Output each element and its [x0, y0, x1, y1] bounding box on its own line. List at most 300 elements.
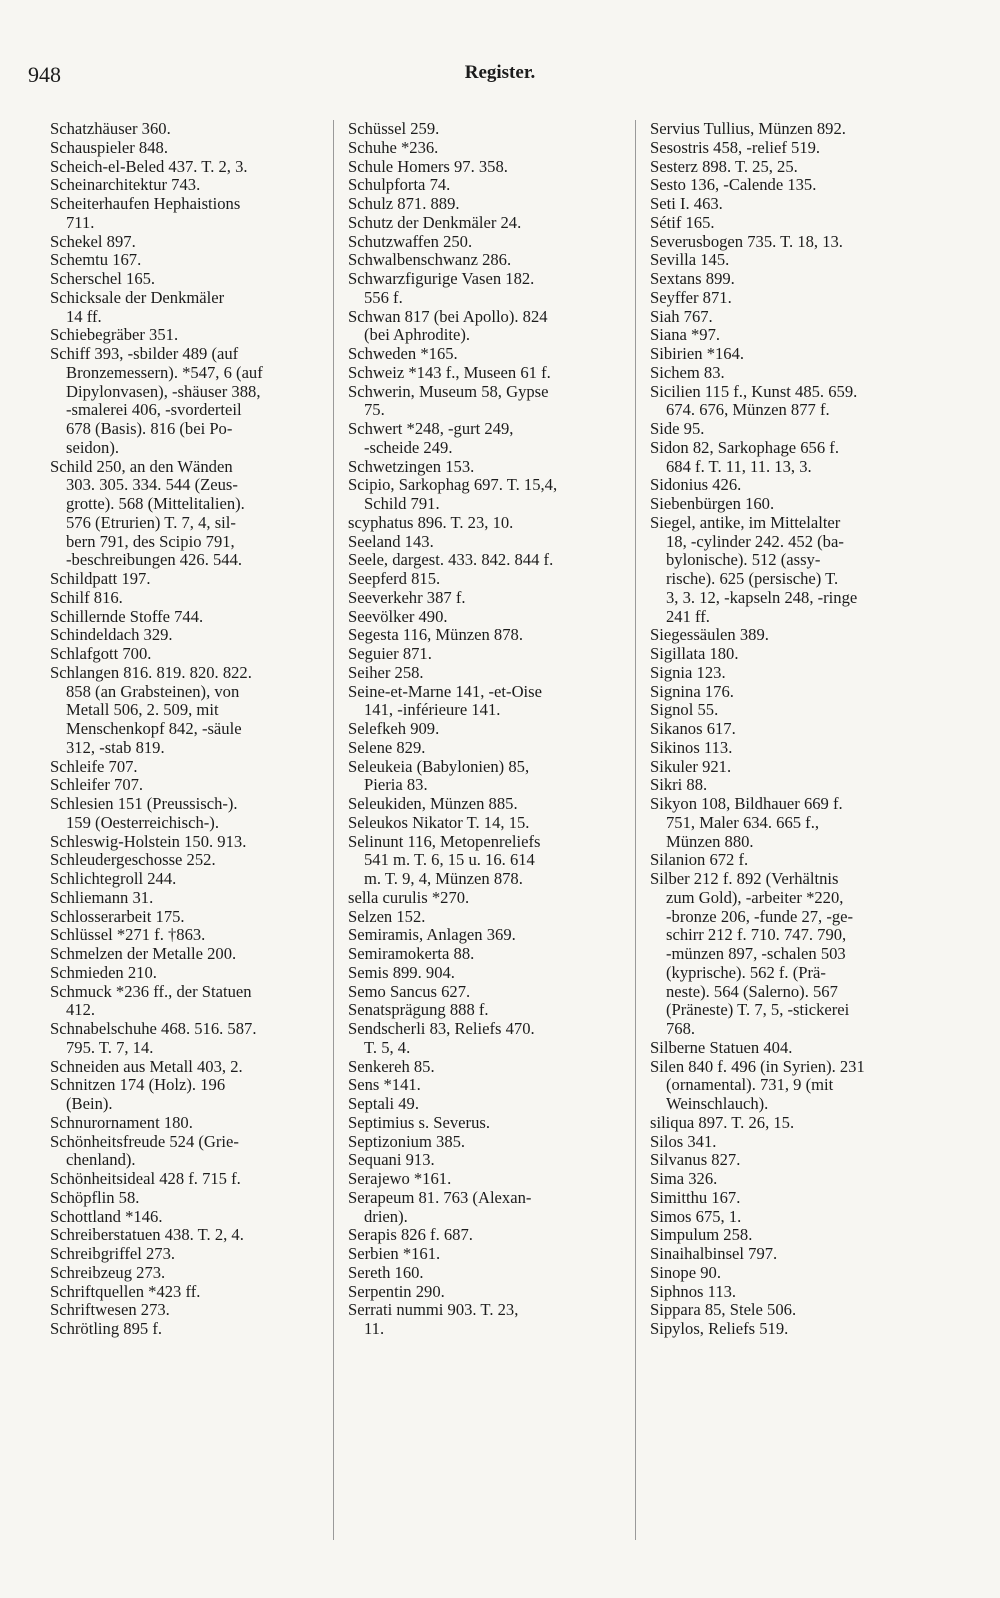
- index-entry: [348, 1133, 622, 1152]
- index-entry: [348, 1151, 622, 1170]
- index-entry-line: Seleukiden, Münzen 885.: [348, 794, 518, 813]
- index-entry-line: Sesto 136, -Calende 135.: [650, 175, 817, 195]
- index-entry: [650, 120, 930, 139]
- index-entry: [50, 270, 322, 289]
- index-entry-line: Seele, dargest. 433. 842. 844 f.: [348, 550, 554, 570]
- index-entry: [50, 139, 322, 158]
- index-entry: [348, 551, 622, 570]
- index-entry: [348, 458, 622, 477]
- index-entry-line: Sens *141.: [348, 1075, 421, 1095]
- index-entry: [348, 1170, 622, 1189]
- index-entry: [348, 626, 622, 645]
- index-entry-continuation: (bei Aphrodite).: [364, 325, 470, 345]
- index-entry-line: Sippara 85, Stele 506.: [650, 1300, 797, 1320]
- index-entry: [50, 1170, 322, 1189]
- index-entry-line: Schindeldach 329.: [50, 625, 173, 645]
- index-entry-line: Schule Homers 97. 358.: [348, 156, 508, 176]
- index-entry: [348, 814, 622, 833]
- index-entry-line: Schulpforta 74.: [348, 175, 451, 195]
- index-entry-line: Schwarzfigurige Vasen 182.: [348, 269, 535, 288]
- index-entry-line: Schlüssel *271 f. †863.: [50, 925, 206, 945]
- index-entry-continuation: 674. 676, Münzen 877 f.: [666, 400, 830, 420]
- index-entry-line: sella curulis *270.: [348, 887, 470, 907]
- index-entry-continuation: 18, -cylinder 242. 452 (ba-: [666, 531, 844, 551]
- index-entry: [348, 739, 622, 758]
- index-entry: [348, 983, 622, 1002]
- index-entry: [348, 1245, 622, 1264]
- index-entry-line: Semis 899. 904.: [348, 962, 455, 982]
- index-entry-continuation: 541 m. T. 6, 15 u. 16. 614: [364, 850, 535, 870]
- index-entry: [348, 1301, 622, 1339]
- index-entry: [50, 926, 322, 945]
- index-entry: [348, 214, 622, 233]
- index-entry-line: Sevilla 145.: [650, 250, 730, 270]
- index-entry-line: Schneiden aus Metall 403, 2.: [50, 1056, 243, 1076]
- index-entry: [50, 1301, 322, 1320]
- index-entry-line: Schriftwesen 273.: [50, 1300, 170, 1320]
- index-entry-continuation: Weinschlauch).: [666, 1094, 769, 1113]
- index-entry: [650, 851, 930, 870]
- index-entry: [348, 251, 622, 270]
- index-entry-continuation: 684 f. T. 11, 11. 13, 3.: [666, 456, 812, 476]
- index-entry: [50, 1189, 322, 1208]
- index-entry: [348, 120, 622, 139]
- index-entry-line: Sikuler 921.: [650, 756, 732, 776]
- index-entry: [650, 1245, 930, 1264]
- index-entry-line: Silen 840 f. 496 (in Syrien). 231: [650, 1056, 865, 1076]
- index-entry-continuation: (Präneste) T. 7, 5, -stickerei: [666, 1000, 850, 1020]
- index-entry: [650, 439, 930, 477]
- index-entry-line: Silanion 672 f.: [650, 850, 749, 870]
- index-entry: [650, 1058, 930, 1114]
- index-entry-line: Sereth 160.: [348, 1262, 424, 1282]
- index-entry-line: Simos 675, 1.: [650, 1206, 742, 1226]
- index-entry: [650, 308, 930, 327]
- index-entry-line: Schleife 707.: [50, 756, 138, 776]
- index-entry-line: Senkereh 85.: [348, 1056, 435, 1076]
- index-entry-continuation: chenland).: [66, 1150, 136, 1170]
- index-entry-line: Seepferd 815.: [348, 569, 441, 588]
- index-entry-line: Schleswig-Holstein 150. 913.: [50, 831, 247, 851]
- index-entry: [50, 758, 322, 777]
- index-entry-line: Schweiz *143 f., Museen 61 f.: [348, 362, 551, 382]
- index-entry: [348, 964, 622, 983]
- index-entry: [348, 1058, 622, 1077]
- index-entry-line: Sichem 83.: [650, 362, 725, 382]
- index-entry: [650, 1189, 930, 1208]
- index-entry-continuation: drien).: [364, 1206, 408, 1226]
- index-entry-line: Schöpflin 58.: [50, 1187, 140, 1207]
- index-entry-continuation: 711.: [66, 212, 95, 232]
- index-entry: [650, 1301, 930, 1320]
- index-entry-line: Segesta 116, Münzen 878.: [348, 625, 523, 645]
- index-entry: [348, 683, 622, 721]
- index-entry-line: Schwalbenschwanz 286.: [348, 250, 512, 270]
- index-entry-line: Seine-et-Marne 141, -et-Oise: [348, 681, 542, 701]
- index-entry-line: Schleifer 707.: [50, 775, 144, 795]
- index-entry-continuation: 858 (an Grabsteinen), von: [66, 681, 240, 701]
- index-entry: [348, 1095, 622, 1114]
- index-entry-line: Septizonium 385.: [348, 1131, 466, 1151]
- index-entry: [50, 664, 322, 758]
- index-entry-line: Schmieden 210.: [50, 962, 157, 982]
- index-entry: [50, 983, 322, 1021]
- index-entry-line: Sipylos, Reliefs 519.: [650, 1319, 789, 1338]
- index-entry-line: Schlosserarbeit 175.: [50, 906, 185, 926]
- index-entry: [348, 1226, 622, 1245]
- index-entry-line: Sikinos 113.: [650, 737, 733, 757]
- index-entry-line: Scipio, Sarkophag 697. T. 15,4,: [348, 475, 558, 495]
- index-entry: [50, 945, 322, 964]
- index-entry-line: Sigillata 180.: [650, 644, 739, 663]
- index-entry-continuation: Menschenkopf 842, -säule: [66, 719, 242, 738]
- index-entry-continuation: bylonische). 512 (assy-: [666, 550, 821, 570]
- index-entry: [650, 214, 930, 233]
- index-entry-line: Signina 176.: [650, 681, 734, 701]
- index-entry: [650, 420, 930, 439]
- index-entry-line: Schutzwaffen 250.: [348, 231, 473, 251]
- index-entry-line: Schnitzen 174 (Holz). 196: [50, 1075, 226, 1095]
- index-entry-continuation: neste). 564 (Salerno). 567: [666, 981, 838, 1001]
- index-entry-line: Seevölker 490.: [348, 606, 448, 626]
- index-entry-line: Scheiterhaufen Hephaistions: [50, 194, 241, 213]
- index-entry-line: Sima 326.: [650, 1169, 718, 1188]
- index-entry-line: Selene 829.: [348, 737, 426, 757]
- index-column-3: [650, 120, 930, 1339]
- index-entry: [348, 345, 622, 364]
- index-entry-line: Sequani 913.: [348, 1150, 435, 1170]
- index-entry: [348, 1020, 622, 1058]
- index-entry-line: Schilf 816.: [50, 587, 123, 607]
- index-entry-line: siliqua 897. T. 26, 15.: [650, 1112, 795, 1132]
- index-entry: [650, 664, 930, 683]
- index-entry-line: Seguier 871.: [348, 644, 432, 663]
- index-entry-line: Serapis 826 f. 687.: [348, 1225, 473, 1245]
- index-entry-line: Sibirien *164.: [650, 344, 745, 363]
- index-entry: [50, 1283, 322, 1302]
- index-entry-line: Schreibgriffel 273.: [50, 1244, 176, 1263]
- index-entry-continuation: seidon).: [66, 437, 119, 457]
- index-entry: [348, 945, 622, 964]
- index-entry-line: Siebenbürgen 160.: [650, 494, 775, 513]
- index-entry-line: Serapeum 81. 763 (Alexan-: [348, 1187, 532, 1207]
- index-entry: [650, 1114, 930, 1133]
- index-entry-line: Schlichtegroll 244.: [50, 869, 177, 888]
- index-entry: [650, 270, 930, 289]
- index-entry-continuation: grotte). 568 (Mittelitalien).: [66, 494, 245, 513]
- index-entry: [50, 645, 322, 664]
- index-entry: [50, 870, 322, 889]
- index-entry: [348, 1076, 622, 1095]
- index-entry: [50, 908, 322, 927]
- index-entry-line: Semiramis, Anlagen 369.: [348, 925, 516, 945]
- index-entry: [650, 383, 930, 421]
- index-entry: [348, 514, 622, 533]
- index-entry: [650, 1170, 930, 1189]
- index-entry-line: Seeverkehr 387 f.: [348, 587, 466, 607]
- index-entry-continuation: 768.: [666, 1019, 696, 1038]
- index-entry-continuation: 576 (Etrurien) T. 7, 4, sil-: [66, 512, 236, 532]
- index-entry: [348, 570, 622, 589]
- index-entry: [650, 1039, 930, 1058]
- index-entry-line: Semiramokerta 88.: [348, 944, 475, 963]
- index-entry-line: Schiebegräber 351.: [50, 325, 179, 345]
- index-entry: [50, 889, 322, 908]
- index-entry: [50, 964, 322, 983]
- index-entry-line: Schildpatt 197.: [50, 569, 151, 588]
- index-entry-continuation: zum Gold), -arbeiter *220,: [666, 887, 844, 907]
- index-entry: [50, 589, 322, 608]
- index-entry: [50, 326, 322, 345]
- index-entry-continuation: 412.: [66, 1000, 96, 1020]
- index-entry-line: Septali 49.: [348, 1094, 419, 1113]
- index-entry-continuation: Bronzemessern). *547, 6 (auf: [66, 362, 263, 382]
- index-entry-line: Schlafgott 700.: [50, 644, 152, 663]
- index-entry-line: Schrötling 895 f.: [50, 1319, 162, 1338]
- index-entry-line: Silos 341.: [650, 1131, 717, 1151]
- index-entry: [650, 476, 930, 495]
- index-entry-continuation: 312, -stab 819.: [66, 737, 165, 757]
- index-entry-continuation: Dipylonvasen), -shäuser 388,: [66, 381, 261, 401]
- index-entry: [50, 776, 322, 795]
- index-entry: [50, 458, 322, 571]
- index-entry-line: Septimius s. Severus.: [348, 1112, 490, 1132]
- index-entry: [650, 514, 930, 627]
- index-entry: [650, 870, 930, 1039]
- index-entry-continuation: (kyprische). 562 f. (Prä-: [666, 962, 826, 982]
- index-entry-line: Sikanos 617.: [650, 719, 736, 738]
- index-entry: [50, 120, 322, 139]
- index-entry-line: Seti I. 463.: [650, 194, 723, 213]
- index-entry: [348, 383, 622, 421]
- index-entry-line: Schild 250, an den Wänden: [50, 456, 233, 476]
- index-entry-line: Simitthu 167.: [650, 1187, 741, 1207]
- index-entry: [650, 1226, 930, 1245]
- index-entry: [650, 1133, 930, 1152]
- index-entry-continuation: -smalerei 406, -svorderteil: [66, 400, 242, 420]
- index-entry-line: Schmuck *236 ff., der Statuen: [50, 981, 252, 1001]
- index-entry-line: Signia 123.: [650, 662, 726, 682]
- index-entry-line: Sinaihalbinsel 797.: [650, 1244, 778, 1263]
- index-entry-line: Selzen 152.: [348, 906, 426, 926]
- index-entry: [348, 1189, 622, 1227]
- index-entry-line: Sidonius 426.: [650, 475, 742, 495]
- index-entry-continuation: 141, -inférieure 141.: [364, 700, 501, 720]
- index-entry-continuation: 303. 305. 334. 544 (Zeus-: [66, 475, 238, 495]
- index-entry-line: Schnabelschuhe 468. 516. 587.: [50, 1019, 257, 1038]
- index-entry-line: Serbien *161.: [348, 1244, 441, 1263]
- index-entry: [650, 195, 930, 214]
- index-entry: [650, 1208, 930, 1227]
- index-entry-line: Schwerin, Museum 58, Gypse: [348, 381, 549, 401]
- index-entry: [50, 1226, 322, 1245]
- index-entry: [650, 495, 930, 514]
- column-divider: [333, 120, 334, 1540]
- index-entry: [650, 1151, 930, 1170]
- index-entry-line: Signol 55.: [650, 700, 719, 720]
- index-entry-continuation: 751, Maler 634. 665 f.,: [666, 812, 820, 832]
- index-column-1: [50, 120, 322, 1339]
- index-entry: [348, 176, 622, 195]
- index-entry-line: Sesterz 898. T. 25, 25.: [650, 156, 798, 176]
- index-entry: [348, 195, 622, 214]
- index-entry-line: Siah 767.: [650, 306, 713, 326]
- index-entry: [348, 720, 622, 739]
- index-entry-line: Siegel, antike, im Mittelalter: [650, 512, 841, 532]
- index-entry: [650, 1264, 930, 1283]
- index-entry: [50, 176, 322, 195]
- index-entry-line: Schönheitsfreude 524 (Grie-: [50, 1131, 239, 1151]
- index-entry: [50, 626, 322, 645]
- index-entry-line: Seyffer 871.: [650, 287, 732, 307]
- index-entry-line: Sinope 90.: [650, 1262, 721, 1282]
- index-entry-continuation: (Bein).: [66, 1094, 113, 1113]
- index-entry: [50, 833, 322, 852]
- index-entry-continuation: 75.: [364, 400, 385, 420]
- index-entry: [348, 533, 622, 552]
- index-entry: [348, 758, 622, 796]
- index-entry: [348, 364, 622, 383]
- index-entry-line: Schleudergeschosse 252.: [50, 850, 216, 870]
- index-entry-line: Sicilien 115 f., Kunst 485. 659.: [650, 381, 858, 401]
- index-entry-line: Schliemann 31.: [50, 887, 154, 907]
- index-entry: [50, 1208, 322, 1227]
- index-entry: [650, 176, 930, 195]
- index-entry-continuation: 678 (Basis). 816 (bei Po-: [66, 419, 233, 438]
- index-entry: [348, 664, 622, 683]
- index-entry: [650, 758, 930, 777]
- index-entry-line: Selefkeh 909.: [348, 719, 440, 738]
- index-entry: [50, 1076, 322, 1114]
- index-entry-line: Seleukeia (Babylonien) 85,: [348, 756, 530, 776]
- index-entry-line: Schottland *146.: [50, 1206, 163, 1226]
- index-entry-continuation: T. 5, 4.: [364, 1037, 411, 1057]
- index-entry-continuation: 159 (Oesterreichisch-).: [66, 812, 219, 832]
- index-entry-line: Schlesien 151 (Preussisch-).: [50, 794, 238, 813]
- index-entry-line: Sextans 899.: [650, 269, 735, 288]
- index-entry-continuation: -beschreibungen 426. 544.: [66, 550, 243, 570]
- index-entry-line: Schauspieler 848.: [50, 137, 168, 157]
- index-entry: [348, 1114, 622, 1133]
- index-entry-continuation: 795. T. 7, 14.: [66, 1037, 154, 1057]
- index-entry-line: Seeland 143.: [348, 531, 434, 551]
- index-entry-line: Schnurornament 180.: [50, 1112, 193, 1132]
- index-entry-continuation: bern 791, des Scipio 791,: [66, 531, 235, 551]
- index-entry-line: Schwetzingen 153.: [348, 456, 475, 476]
- index-entry: [348, 476, 622, 514]
- index-entry-line: Silberne Statuen 404.: [650, 1037, 793, 1057]
- index-entry: [50, 795, 322, 833]
- index-entry-line: Sikri 88.: [650, 775, 708, 795]
- index-entry: [348, 139, 622, 158]
- index-entry-continuation: Münzen 880.: [666, 831, 754, 851]
- index-entry-continuation: 556 f.: [364, 287, 403, 307]
- index-entry: [50, 195, 322, 233]
- index-entry: [348, 589, 622, 608]
- index-entry-line: Schlangen 816. 819. 820. 822.: [50, 662, 252, 682]
- index-entry-line: Schüssel 259.: [348, 119, 440, 138]
- index-entry-line: Sendscherli 83, Reliefs 470.: [348, 1019, 535, 1038]
- index-entry-continuation: Schild 791.: [364, 494, 440, 513]
- index-entry-line: Schillernde Stoffe 744.: [50, 606, 204, 626]
- index-entry-line: Schuhe *236.: [348, 137, 439, 157]
- index-entry: [50, 570, 322, 589]
- index-entry: [50, 251, 322, 270]
- index-entry-line: Simpulum 258.: [650, 1225, 753, 1245]
- index-entry-continuation: rische). 625 (persische) T.: [666, 569, 839, 588]
- index-entry-line: Silber 212 f. 892 (Verhältnis: [650, 869, 839, 888]
- index-entry-line: Sidon 82, Sarkophage 656 f.: [650, 437, 839, 457]
- index-entry-line: Siana *97.: [650, 325, 721, 345]
- index-entry: [650, 139, 930, 158]
- index-entry-continuation: 241 ff.: [666, 606, 710, 626]
- index-entry: [348, 926, 622, 945]
- index-entry-continuation: Pieria 83.: [364, 775, 428, 795]
- index-entry-line: Schatzhäuser 360.: [50, 119, 171, 138]
- index-entry-continuation: -scheide 249.: [364, 437, 453, 457]
- page-title: Register.: [464, 62, 536, 83]
- index-entry: [348, 908, 622, 927]
- index-entry: [50, 158, 322, 177]
- index-entry: [650, 233, 930, 252]
- index-entry-line: Siphnos 113.: [650, 1281, 737, 1301]
- index-entry: [50, 608, 322, 627]
- index-entry: [50, 1114, 322, 1133]
- index-entry: [50, 1133, 322, 1171]
- index-entry-continuation: m. T. 9, 4, Münzen 878.: [364, 869, 523, 888]
- index-entry-continuation: -münzen 897, -schalen 503: [666, 944, 846, 963]
- index-entry: [650, 720, 930, 739]
- index-entry: [348, 233, 622, 252]
- index-entry: [348, 795, 622, 814]
- index-entry-line: Schekel 897.: [50, 231, 136, 251]
- index-entry: [348, 645, 622, 664]
- index-entry: [50, 1245, 322, 1264]
- index-entry: [50, 1320, 322, 1339]
- index-entry: [50, 345, 322, 458]
- index-entry: [348, 1283, 622, 1302]
- index-entry-line: Schönheitsideal 428 f. 715 f.: [50, 1169, 241, 1188]
- index-entry: [650, 158, 930, 177]
- index-entry: [50, 1264, 322, 1283]
- index-entry: [348, 420, 622, 458]
- index-entry-line: Schwan 817 (bei Apollo). 824: [348, 306, 548, 326]
- index-entry: [348, 608, 622, 627]
- index-entry-line: Schmelzen der Metalle 200.: [50, 944, 237, 963]
- index-entry: [348, 1264, 622, 1283]
- index-entry-line: Schulz 871. 889.: [348, 194, 460, 213]
- index-entry: [50, 851, 322, 870]
- index-entry-line: Schemtu 167.: [50, 250, 142, 270]
- index-entry: [650, 364, 930, 383]
- index-entry-line: Sesostris 458, -relief 519.: [650, 137, 821, 157]
- index-entry-continuation: 14 ff.: [66, 306, 102, 326]
- index-entry: [650, 701, 930, 720]
- index-entry-line: Side 95.: [650, 419, 705, 438]
- index-entry-continuation: Metall 506, 2. 509, mit: [66, 700, 219, 720]
- index-entry: [50, 233, 322, 252]
- index-entry-continuation: 3, 3. 12, -kapseln 248, -ringe: [666, 587, 858, 607]
- index-entry: [348, 158, 622, 177]
- column-divider: [635, 120, 636, 1540]
- index-entry: [650, 289, 930, 308]
- index-entry-continuation: schirr 212 f. 710. 747. 790,: [666, 925, 847, 945]
- index-entry-line: Schweden *165.: [348, 344, 458, 363]
- index-entry-line: Schiff 393, -sbilder 489 (auf: [50, 344, 239, 363]
- index-entry-line: Seiher 258.: [348, 662, 424, 682]
- index-entry-line: Scheich-el-Beled 437. T. 2, 3.: [50, 156, 248, 176]
- index-entry: [650, 776, 930, 795]
